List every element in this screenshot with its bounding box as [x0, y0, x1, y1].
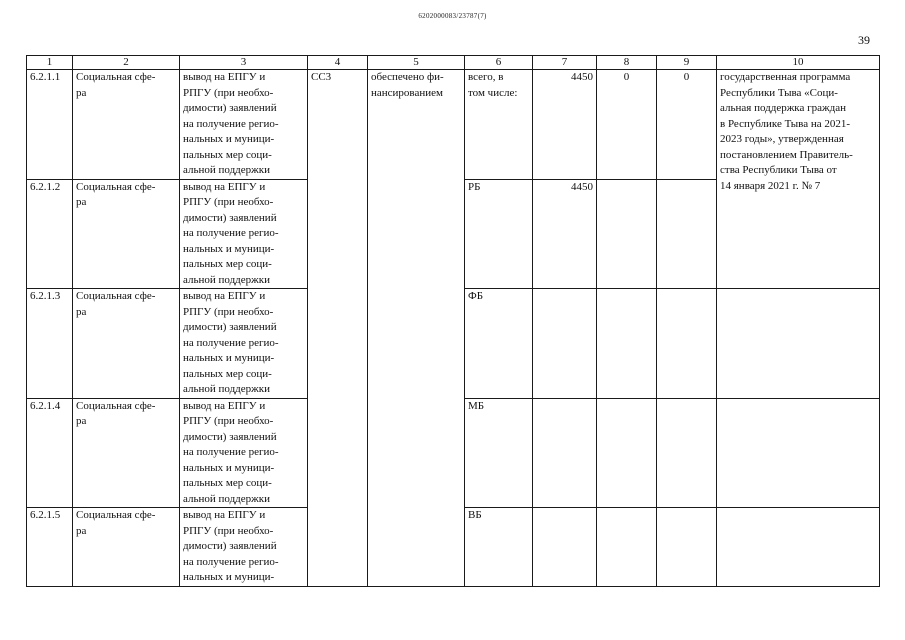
- text-line: нальных и муници-: [183, 352, 275, 364]
- column-header: 4: [308, 56, 368, 70]
- text-line: на получение регио-: [183, 446, 279, 458]
- sphere-cell: [73, 398, 180, 508]
- row-id: 6.2.1.2: [27, 179, 73, 289]
- action-cell: [180, 289, 308, 399]
- text-line: вывод на ЕПГУ и: [183, 290, 266, 302]
- text-line: МБ: [468, 399, 485, 412]
- text-line: нальных и муници-: [183, 461, 275, 474]
- value-cell: 4450: [533, 70, 597, 180]
- text-line: альной поддержки: [183, 273, 270, 286]
- legal-basis-cell: [717, 70, 880, 289]
- text-line: РПГУ (при необхо-: [183, 196, 274, 208]
- text-line: РБ: [468, 180, 481, 193]
- text-line: ВБ: [468, 509, 482, 521]
- action-cell: [180, 398, 308, 508]
- sphere-cell: [73, 289, 180, 399]
- column-header: 1: [27, 56, 73, 70]
- sphere-cell: [73, 179, 180, 289]
- text-line: нансированием: [371, 86, 443, 99]
- column-header: 9: [657, 56, 717, 70]
- text-line: альной поддержки: [183, 492, 270, 505]
- text-line: Социальная сфе-: [76, 180, 156, 193]
- text-line: пальных мер соци-: [183, 367, 272, 380]
- legal-basis-empty-cell: [717, 289, 880, 399]
- text-line: на получение регио-: [183, 336, 279, 349]
- text-line: ра: [76, 86, 87, 99]
- text-line: обеспечено фи-: [371, 71, 444, 83]
- text-line: Социальная сфе-: [76, 71, 156, 83]
- text-line: 14 января 2021 г. № 7: [720, 179, 821, 192]
- row-id: 6.2.1.3: [27, 289, 73, 399]
- source-cell: [465, 179, 533, 289]
- text-line: Социальная сфе-: [76, 509, 156, 521]
- value-cell: [657, 508, 717, 587]
- text-line: том числе:: [468, 86, 518, 99]
- plan-table: [26, 55, 880, 587]
- text-line: РПГУ (при необхо-: [183, 305, 274, 318]
- value-cell: [533, 398, 597, 508]
- text-line: димости) заявлений: [183, 102, 277, 114]
- source-cell: [465, 398, 533, 508]
- text-line: Социальная сфе-: [76, 399, 156, 412]
- text-line: 2023 годы», утвержденная: [720, 133, 844, 145]
- value-cell: 4450: [533, 179, 597, 289]
- value-cell: 0: [597, 70, 657, 180]
- document-code: 6202000083/23787(7): [418, 12, 487, 20]
- column-header: 8: [597, 56, 657, 70]
- text-line: димости) заявлений: [183, 211, 277, 224]
- text-line: вывод на ЕПГУ и: [183, 71, 266, 83]
- column-header: 6: [465, 56, 533, 70]
- row-id: 6.2.1.1: [27, 70, 73, 180]
- text-line: ра: [76, 415, 87, 427]
- column-header: 10: [717, 56, 880, 70]
- column-header: 3: [180, 56, 308, 70]
- text-line: на получение регио-: [183, 117, 279, 130]
- action-cell: [180, 179, 308, 289]
- text-line: вывод на ЕПГУ и: [183, 509, 266, 521]
- source-cell: [465, 508, 533, 587]
- text-line: альной поддержки: [183, 383, 270, 395]
- source-cell: [465, 70, 533, 180]
- row-id: 6.2.1.5: [27, 508, 73, 587]
- text-line: Республики Тыва «Соци-: [720, 86, 838, 99]
- value-cell: [657, 398, 717, 508]
- column-header: 2: [73, 56, 180, 70]
- row-id: 6.2.1.4: [27, 398, 73, 508]
- text-line: в Республике Тыва на 2021-: [720, 117, 851, 130]
- text-line: РПГУ (при необхо-: [183, 524, 274, 537]
- text-line: ФБ: [468, 290, 484, 302]
- text-line: пальных мер соци-: [183, 148, 272, 161]
- text-line: ра: [76, 524, 87, 537]
- text-line: постановлением Правитель-: [720, 148, 853, 161]
- value-cell: [533, 508, 597, 587]
- text-line: пальных мер соци-: [183, 258, 272, 270]
- sphere-cell: [73, 70, 180, 180]
- page-number: 39: [858, 33, 870, 47]
- text-line: государственная программа: [720, 71, 851, 83]
- table-row: [27, 70, 880, 180]
- text-line: нальных и муници-: [183, 571, 275, 583]
- column-number-row: [27, 56, 880, 70]
- text-line: димости) заявлений: [183, 430, 277, 443]
- action-cell: [180, 508, 308, 587]
- text-line: на получение регио-: [183, 227, 279, 239]
- text-line: ства Республики Тыва от: [720, 164, 837, 176]
- value-cell: [597, 398, 657, 508]
- text-line: димости) заявлений: [183, 540, 277, 552]
- text-line: на получение регио-: [183, 555, 279, 568]
- sphere-cell: [73, 508, 180, 587]
- text-line: РПГУ (при необхо-: [183, 415, 274, 427]
- text-line: РПГУ (при необхо-: [183, 86, 274, 99]
- value-cell: [533, 289, 597, 399]
- value-cell: [597, 179, 657, 289]
- source-cell: [465, 289, 533, 399]
- text-line: пальных мер соци-: [183, 477, 272, 489]
- column-header: 5: [368, 56, 465, 70]
- text-line: димости) заявлений: [183, 321, 277, 333]
- action-cell: [180, 70, 308, 180]
- text-line: вывод на ЕПГУ и: [183, 180, 266, 193]
- text-line: ра: [76, 196, 87, 208]
- value-cell: 0: [657, 70, 717, 180]
- executor-cell: СС3: [308, 70, 368, 587]
- result-cell: [368, 70, 465, 587]
- text-line: Социальная сфе-: [76, 290, 156, 302]
- text-line: альной поддержки: [183, 164, 270, 176]
- text-line: альная поддержка граждан: [720, 102, 846, 114]
- value-cell: [597, 508, 657, 587]
- text-line: ра: [76, 305, 87, 318]
- value-cell: [657, 179, 717, 289]
- legal-basis-empty-cell: [717, 398, 880, 508]
- text-line: нальных и муници-: [183, 133, 275, 145]
- text-line: всего, в: [468, 71, 504, 83]
- legal-basis-empty-cell: [717, 508, 880, 587]
- value-cell: [597, 289, 657, 399]
- value-cell: [657, 289, 717, 399]
- text-line: нальных и муници-: [183, 242, 275, 255]
- text-line: вывод на ЕПГУ и: [183, 399, 266, 412]
- column-header: 7: [533, 56, 597, 70]
